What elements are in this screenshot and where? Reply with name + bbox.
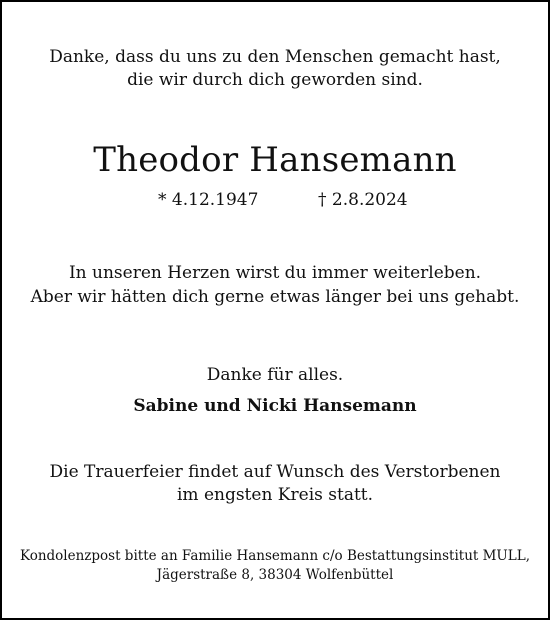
- ceremony-line-2: im engsten Kreis statt.: [176, 485, 374, 505]
- deceased-name: Theodor Hansemann: [93, 140, 457, 180]
- signers: Sabine und Nicki Hansemann: [133, 396, 417, 416]
- intro-line-2: die wir durch dich geworden sind.: [127, 70, 423, 90]
- birth-date: * 4.12.1947: [158, 190, 259, 210]
- death-date: † 2.8.2024: [318, 190, 408, 210]
- thanks-text: Danke für alles.: [206, 365, 344, 385]
- message-line-1: In unseren Herzen wirst du immer weiterleben.: [68, 263, 482, 283]
- ceremony-line-1: Die Trauerfeier findet auf Wunsch des Verstorbenen: [49, 462, 501, 482]
- contact-line-1: Kondolenzpost bitte an Familie Hansemann c/o Bestattungsinstitut MULL,: [19, 548, 531, 564]
- message-line-2: Aber wir hätten dich gerne etwas länger bei uns gehabt.: [30, 287, 520, 307]
- intro-line-1: Danke, dass du uns zu den Menschen gemacht hast,: [49, 47, 501, 67]
- contact-line-2: Jägerstraße 8, 38304 Wolfenbüttel: [156, 567, 394, 583]
- life-dates: [2, 192, 548, 214]
